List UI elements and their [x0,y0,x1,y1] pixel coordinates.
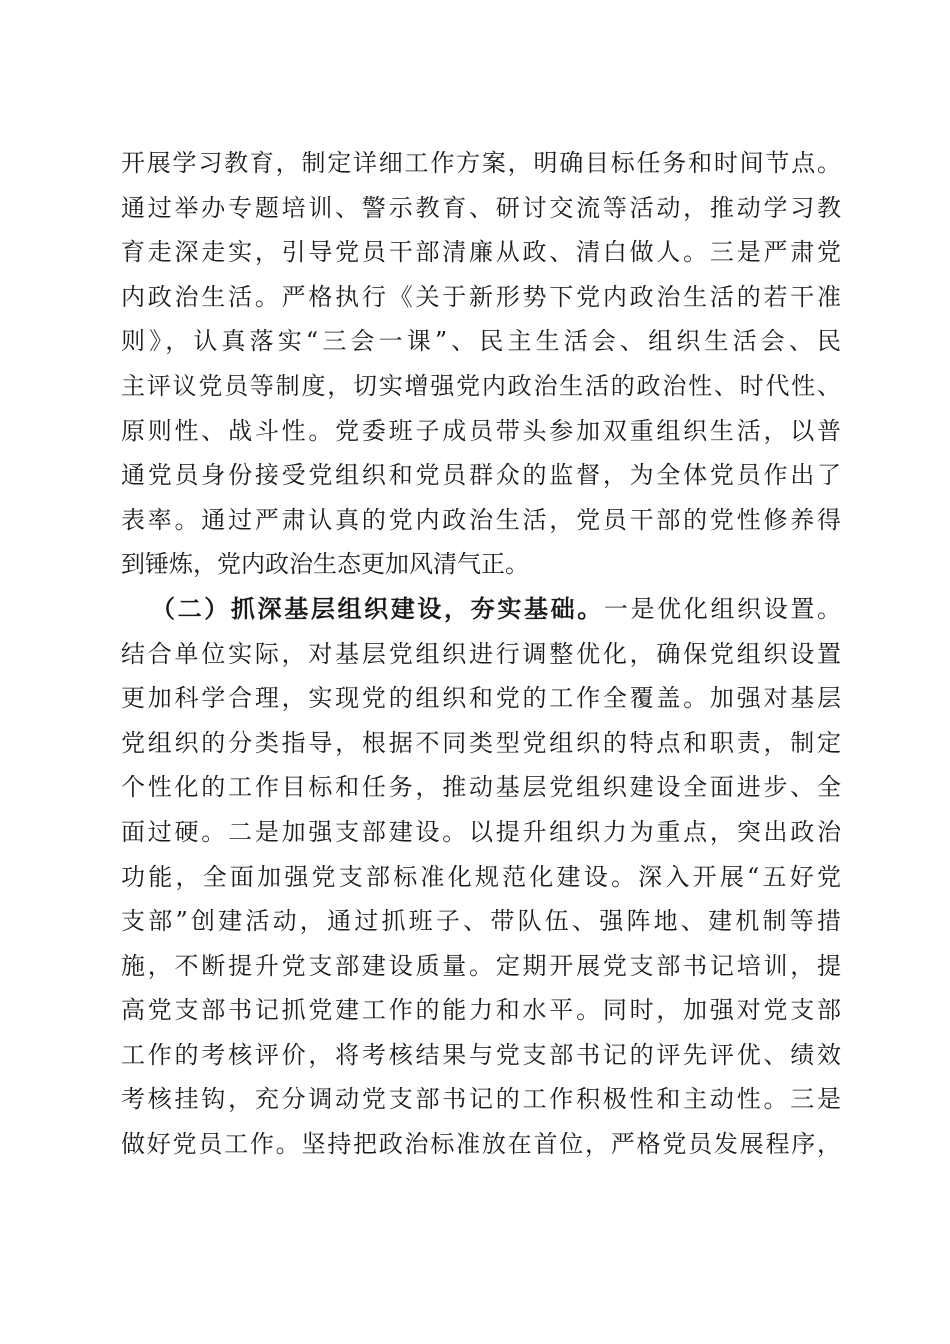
text-line: 施，不断提升党支部建设质量。定期开展党支部书记培训，提 [121,951,841,980]
text-line: 高党支部书记抓党建工作的能力和水平。同时，加强对党支部 [121,996,841,1025]
text-line: 主评议党员等制度，切实增强党内政治生活的政治性、时代性、 [121,371,841,400]
text-line: 个性化的工作目标和任务，推动基层党组织建设全面进步、全 [121,773,841,802]
text-line: 到锤炼，党内政治生态更加风清气正。 [121,550,529,579]
text-line: 则》，认真落实“三会一课”、民主生活会、组织生活会、民 [121,327,841,356]
document-body [121,141,841,1167]
text-line: 做好党员工作。坚持把政治标准放在首位，严格党员发展程序， [121,1130,841,1159]
text-line: 通党员身份接受党组织和党员群众的监督，为全体党员作出了 [121,461,841,490]
text-line: 表率。通过严肃认真的党内政治生活，党员干部的党性修养得 [121,505,841,534]
text-line: 工作的考核评价，将考核结果与党支部书记的评先评优、绩效 [121,1040,841,1069]
text-line: 考核挂钩，充分调动党支部书记的工作积极性和主动性。三是 [121,1085,841,1114]
text-line: 结合单位实际，对基层党组织进行调整优化，确保党组织设置 [121,639,841,668]
text-line: 育走深走实，引导党员干部清廉从政、清白做人。三是严肃党 [121,238,841,267]
section-heading: （二）抓深基层组织建设，夯实基础。 [151,594,604,623]
text-line: 原则性、战斗性。党委班子成员带头参加双重组织生活，以普 [121,416,841,445]
text-line: 功能，全面加强党支部标准化规范化建设。深入开展“五好党 [121,862,841,891]
text-line-rest: 一是优化组织设置。 [603,594,842,623]
text-line: 更加科学合理，实现党的组织和党的工作全覆盖。加强对基层 [121,684,841,713]
text-line: 党组织的分类指导，根据不同类型党组织的特点和职责，制定 [121,728,841,757]
text-line: 内政治生活。严格执行《关于新形势下党内政治生活的若干准 [121,282,841,311]
section-heading-line [121,587,841,632]
text-line: 通过举办专题培训、警示教育、研讨交流等活动，推动学习教 [121,193,841,222]
text-line: 面过硬。二是加强支部建设。以提升组织力为重点，突出政治 [121,817,841,846]
text-line: 开展学习教育，制定详细工作方案，明确目标任务和时间节点。 [121,149,841,177]
text-line: 支部”创建活动，通过抓班子、带队伍、强阵地、建机制等措 [121,907,841,936]
